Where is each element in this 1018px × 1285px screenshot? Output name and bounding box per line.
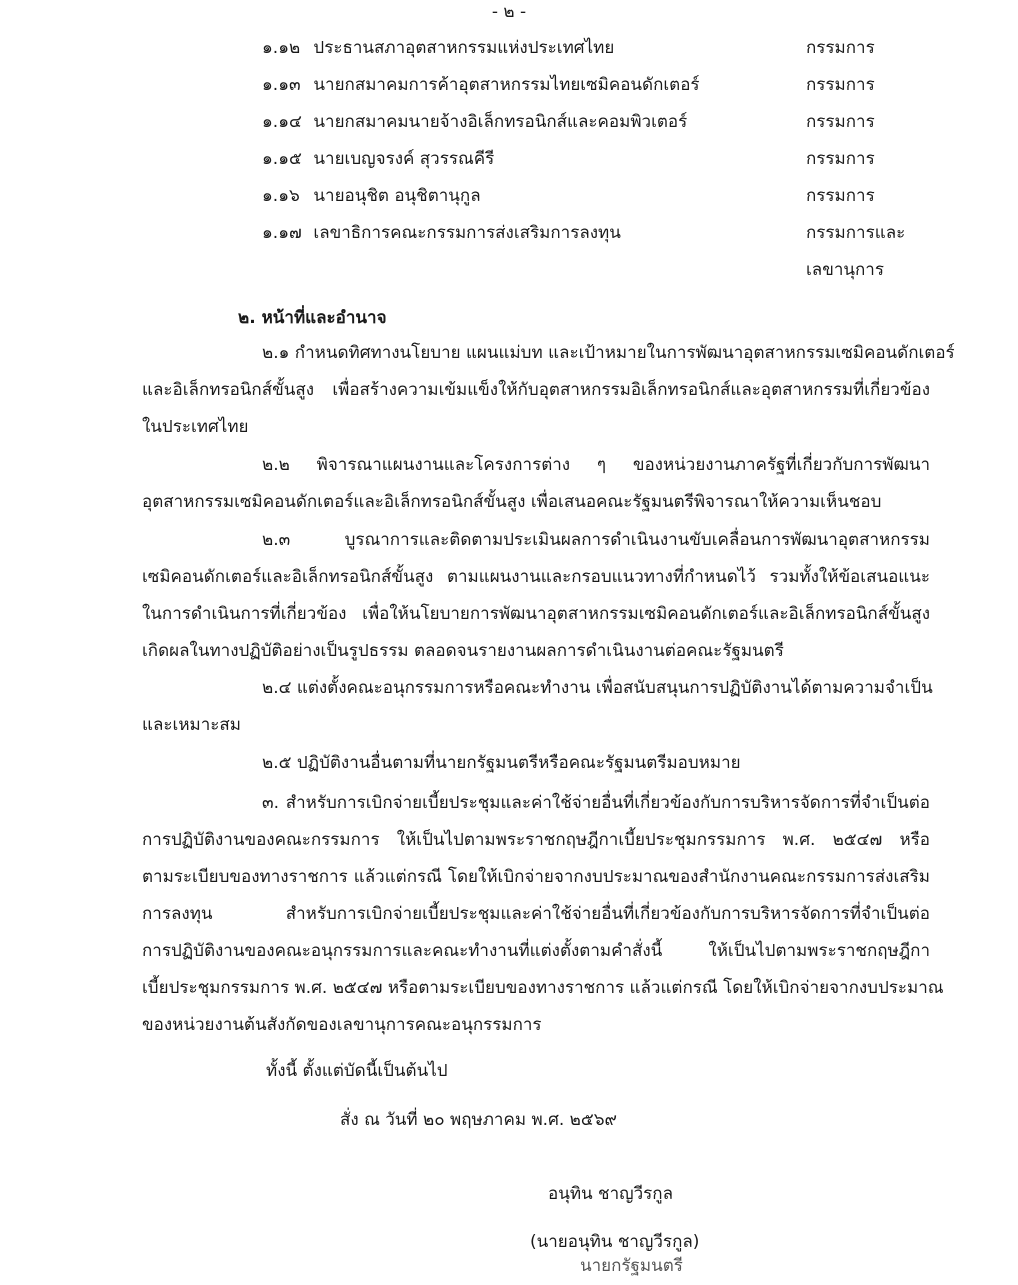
paragraph-line: การปฏิบัติงานของคณะอนุกรรมการและคณะทำงานที่แต่งตั้งตามคำสั่งนี้ ให้เป็นไปตามพระราชกฤษฎีกา <box>142 941 930 961</box>
paragraph-line: ๒.๒ พิจารณาแผนงานและโครงการต่าง ๆ ของหน่วยงานภาครัฐที่เกี่ยวกับการพัฒนา <box>262 455 930 475</box>
paragraph-line: เกิดผลในทางปฏิบัติอย่างเป็นรูปธรรม ตลอดจนรายงานผลการดำเนินงานต่อคณะรัฐมนตรี <box>142 641 784 661</box>
paragraph-line: การปฏิบัติงานของคณะกรรมการ ให้เป็นไปตามพระราชกฤษฎีกาเบี้ยประชุมกรรมการ พ.ศ. ๒๕๔๗ หรือ <box>142 830 930 850</box>
member-name: นายกสมาคมการค้าอุตสาหกรรมไทยเซมิคอนดักเตอร์ <box>313 75 700 95</box>
paragraph-line: อุตสาหกรรมเซมิคอนดักเตอร์และอิเล็กทรอนิกส์ขั้นสูง เพื่อเสนอคณะรัฐมนตรีพิจารณาให้ความเห็นชอบ <box>142 492 882 512</box>
paragraph-line: และอิเล็กทรอนิกส์ขั้นสูง เพื่อสร้างความเข้มแข็งให้กับอุตสาหกรรมอิเล็กทรอนิกส์และอุตสาหกรรมที่เกี่ยวข้อง <box>142 380 930 400</box>
paragraph-line: การลงทุน สำหรับการเบิกจ่ายเบี้ยประชุมและค่าใช้จ่ายอื่นที่เกี่ยวข้องกับการบริหารจัดการที่จำเป็นต่อ <box>142 904 930 924</box>
member-item <box>262 151 942 179</box>
member-item <box>262 225 942 253</box>
member-number: ๑.๑๗ <box>262 223 302 243</box>
paragraph-line: ๒.๓ บูรณาการและติดตามประเมินผลการดำเนินงานขับเคลื่อนการพัฒนาอุตสาหกรรม <box>262 530 930 550</box>
paragraph-line: ของหน่วยงานต้นสังกัดของเลขานุการคณะอนุกรรมการ <box>142 1015 542 1035</box>
paragraph-line: เบี้ยประชุมกรรมการ พ.ศ. ๒๕๔๗ หรือตามระเบียบของทางราชการ แล้วแต่กรณี โดยให้เบิกจ่ายจากงบประมาณ <box>142 978 944 998</box>
paragraph-line: ๒.๕ ปฏิบัติงานอื่นตามที่นายกรัฐมนตรีหรือคณะรัฐมนตรีมอบหมาย <box>262 753 741 773</box>
order-date: สั่ง ณ วันที่ ๒๐ พฤษภาคม พ.ศ. ๒๕๖๙ <box>340 1110 617 1130</box>
paragraph-line: และเหมาะสม <box>142 715 241 735</box>
member-number: ๑.๑๒ <box>262 38 301 58</box>
member-role: กรรมการ <box>806 149 875 169</box>
member-name: เลขาธิการคณะกรรมการส่งเสริมการลงทุน <box>313 223 621 243</box>
member-number: ๑.๑๓ <box>262 75 301 95</box>
paragraph-line: ๓. สำหรับการเบิกจ่ายเบี้ยประชุมและค่าใช้จ่ายอื่นที่เกี่ยวข้องกับการบริหารจัดการที่จำเป็นต่อ <box>262 793 930 813</box>
section-heading: ๒. หน้าที่และอำนาจ <box>238 308 387 328</box>
signature-title-cutoff <box>580 1256 690 1276</box>
member-item <box>262 188 942 216</box>
member-role: กรรมการ <box>806 112 875 132</box>
paragraph-line: ในการดำเนินการที่เกี่ยวข้อง เพื่อให้นโยบายการพัฒนาอุตสาหกรรมเซมิคอนดักเตอร์และอิเล็กทรอนิกส์ขั้นสูง <box>142 604 930 624</box>
closing-statement: ทั้งนี้ ตั้งแต่บัดนี้เป็นต้นไป <box>266 1061 448 1081</box>
signature-full-name: (นายอนุทิน ชาญวีรกูล) <box>530 1232 700 1252</box>
member-name: นายเบญจรงค์ สุวรรณคีรี <box>313 149 495 169</box>
signature-name: อนุทิน ชาญวีรกูล <box>548 1184 674 1204</box>
member-item <box>262 40 942 68</box>
member-role: กรรมการ <box>806 186 875 206</box>
paragraph-line: ตามระเบียบของทางราชการ แล้วแต่กรณี โดยให้เบิกจ่ายจากงบประมาณของสำนักงานคณะกรรมการส่งเสริม <box>142 867 930 887</box>
paragraph-line: ในประเทศไทย <box>142 417 249 437</box>
member-item <box>262 77 942 105</box>
member-role: กรรมการ <box>806 38 875 58</box>
paragraph-line: เซมิคอนดักเตอร์และอิเล็กทรอนิกส์ขั้นสูง ตามแผนงานและกรอบแนวทางที่กำหนดไว้ รวมทั้งให้ข้อเสนอแนะ <box>142 567 930 587</box>
member-role: กรรมการ <box>806 75 875 95</box>
member-name: ประธานสภาอุตสาหกรรมแห่งประเทศไทย <box>313 38 615 58</box>
member-role-continued: เลขานุการ <box>806 260 884 280</box>
member-role: กรรมการและ <box>806 223 906 243</box>
member-name: นายกสมาคมนายจ้างอิเล็กทรอนิกส์และคอมพิวเตอร์ <box>313 112 688 132</box>
member-number: ๑.๑๕ <box>262 149 302 169</box>
member-item <box>262 114 942 142</box>
paragraph-line: ๒.๑ กำหนดทิศทางนโยบาย แผนแม่บท และเป้าหมายในการพัฒนาอุตสาหกรรมเซมิคอนดักเตอร์ <box>262 343 955 363</box>
member-number: ๑.๑๖ <box>262 186 300 206</box>
page-number: - ๒ - <box>491 2 527 22</box>
paragraph-line: ๒.๔ แต่งตั้งคณะอนุกรรมการหรือคณะทำงาน เพื่อสนับสนุนการปฏิบัติงานได้ตามความจำเป็น <box>262 678 933 698</box>
signature-title: นายกรัฐมนตรี <box>580 1256 683 1276</box>
member-number: ๑.๑๔ <box>262 112 302 132</box>
member-name: นายอนุชิต อนุชิตานุกูล <box>313 186 481 206</box>
